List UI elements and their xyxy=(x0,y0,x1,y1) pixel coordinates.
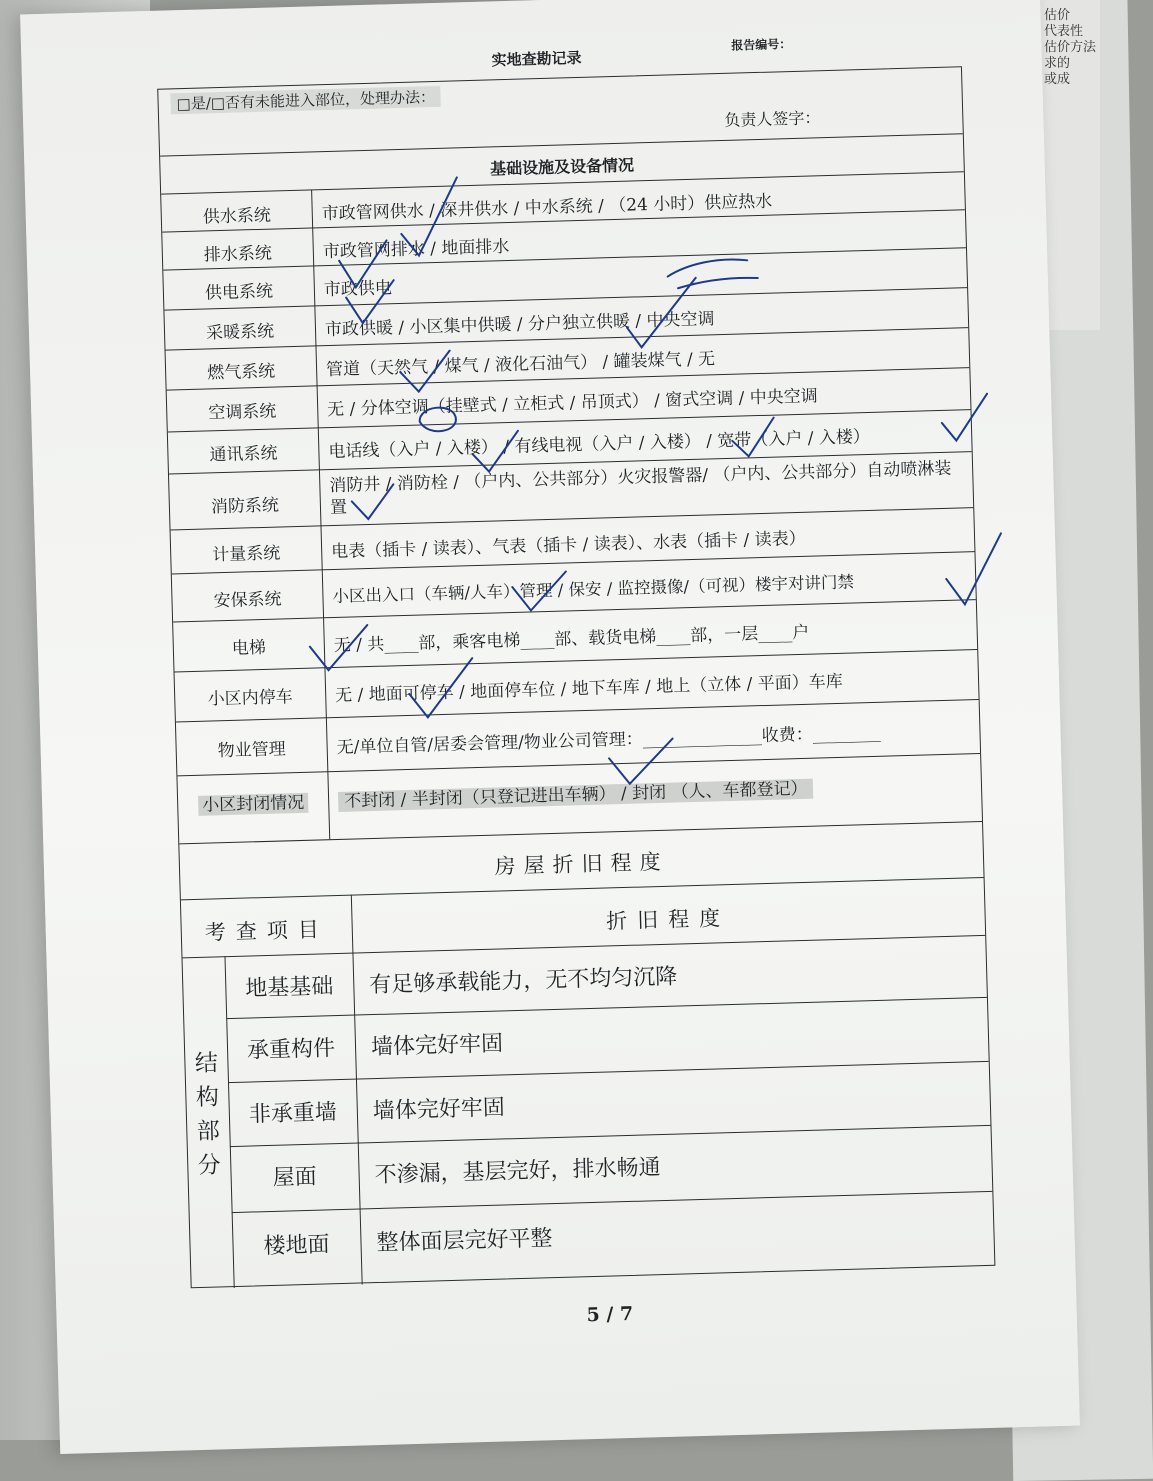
row-value-telecom: 电话线（入户 / 入楼） / 有线电视（入户 / 入楼） / 宽带（入户 / 入楼） xyxy=(328,426,871,463)
row-label-property-management: 物业管理 xyxy=(217,739,286,762)
side-sheet-line: 代表性 xyxy=(1044,24,1084,39)
side-sheet-line: 估价方法 xyxy=(1044,40,1097,55)
side-sheet-line: 估价 xyxy=(1044,8,1071,23)
inspection-table xyxy=(157,66,995,1288)
struct-value-foundation: 有足够承载能力，无不均匀沉降 xyxy=(368,964,678,999)
row-label-telecom: 通讯系统 xyxy=(209,443,278,466)
side-sheet xyxy=(1040,0,1100,330)
row-value-metering: 电表（插卡 / 读表）、气表（插卡 / 读表）、水表（插卡 / 读表） xyxy=(330,528,806,563)
row-value-drainage: 市政管网排水 / 地面排水 xyxy=(322,236,510,263)
row-label-fire: 消防系统 xyxy=(210,495,280,518)
report-number-label: 报告编号： xyxy=(731,37,792,53)
divider xyxy=(230,1125,991,1147)
struct-label-roof: 屋面 xyxy=(272,1164,318,1191)
struct-label-non-load-wall: 非承重墙 xyxy=(248,1100,338,1128)
row-value-water: 市政管网供水 / 深井供水 / 中水系统 / （24 小时）供应热水 xyxy=(321,191,773,225)
struct-label-foundation: 地基基础 xyxy=(245,974,334,1002)
row-value-power: 市政供电 xyxy=(323,278,393,301)
row-label-security: 安保系统 xyxy=(213,589,282,612)
depreciation-title: 房屋折旧程度 xyxy=(494,849,669,879)
document-page xyxy=(20,0,1080,1454)
struct-label-floor: 楼地面 xyxy=(263,1232,330,1260)
row-label-closure xyxy=(178,787,329,816)
struct-value-non-load-wall: 墙体完好牢固 xyxy=(372,1095,506,1125)
row-label-gas: 燃气系统 xyxy=(206,361,276,384)
closure-value-text: 不封闭 / 半封闭（只登记进出车辆） / 封闭 （人、车都登记） xyxy=(338,779,814,812)
row-label-parking: 小区内停车 xyxy=(207,687,294,710)
struct-value-load-bearing: 墙体完好牢固 xyxy=(370,1031,504,1061)
document-title: 实地查勘记录 xyxy=(491,48,582,70)
divider xyxy=(226,997,987,1019)
row-label-water: 供水系统 xyxy=(202,205,272,228)
row-value-heating: 市政供暖 / 小区集中供暖 / 分户独立供暖 / 中央空调 xyxy=(324,309,715,341)
column-header-item: 考查项目 xyxy=(204,917,330,945)
divider xyxy=(232,1191,993,1213)
row-value-security: 小区出入口（车辆/人车）管理 / 保安 / 监控摄像/（可视）楼宇对讲门禁 xyxy=(332,572,855,607)
struct-label-load-bearing: 承重构件 xyxy=(246,1036,336,1064)
row-label-heating: 采暖系统 xyxy=(205,321,275,344)
struct-value-floor: 整体面层完好平整 xyxy=(376,1226,553,1257)
row-label-metering: 计量系统 xyxy=(211,543,281,566)
row-label-drainage: 排水系统 xyxy=(203,243,273,266)
row-value-aircon: 无 / 分体空调（挂壁式 / 立柜式 / 吊顶式） / 窗式空调 / 中央空调 xyxy=(326,386,819,421)
divider xyxy=(228,1061,989,1083)
side-sheet-line: 求的 xyxy=(1044,56,1071,71)
closure-label-text: 小区封闭情况 xyxy=(198,793,309,816)
group-label-structure xyxy=(185,1046,231,1183)
signature-label: 负责人签字： xyxy=(724,108,821,130)
struct-value-roof: 不渗漏，基层完好，排水畅通 xyxy=(374,1155,661,1189)
infrastructure-title: 基础设施及设备情况 xyxy=(489,155,635,179)
row-label-aircon: 空调系统 xyxy=(208,401,277,424)
group-label-text: 结构部分 xyxy=(194,1050,222,1180)
page-number: 5 / 7 xyxy=(586,1302,634,1327)
row-label-elevator: 电梯 xyxy=(231,637,267,659)
column-header-degree: 折旧程度 xyxy=(605,906,731,934)
row-value-parking: 无 / 地面可停车 / 地面停车位 / 地下车库 / 地上（立体 / 平面）车库 xyxy=(334,671,844,706)
side-sheet-line: 或成 xyxy=(1044,72,1071,87)
row-value-elevator: 无 / 共____部，乘客电梯____部、载货电梯____部，一层____户 xyxy=(333,622,810,657)
row-value-closure xyxy=(338,774,814,812)
access-note: □是/□否有未能进入部位，处理办法： xyxy=(170,86,441,115)
row-value-fire: 消防井 / 消防栓 / （户内、公共部分）火灾报警器/ （户内、公共部分）自动喷淋装置 xyxy=(329,458,952,519)
row-label-power: 供电系统 xyxy=(204,281,274,304)
row-value-property-management: 无/单位自管/居委会管理/物业公司管理：______________收费：________ xyxy=(336,722,881,758)
row-value-gas: 管道（天然气 / 煤气 / 液化石油气） / 罐装煤气 / 无 xyxy=(325,349,716,381)
